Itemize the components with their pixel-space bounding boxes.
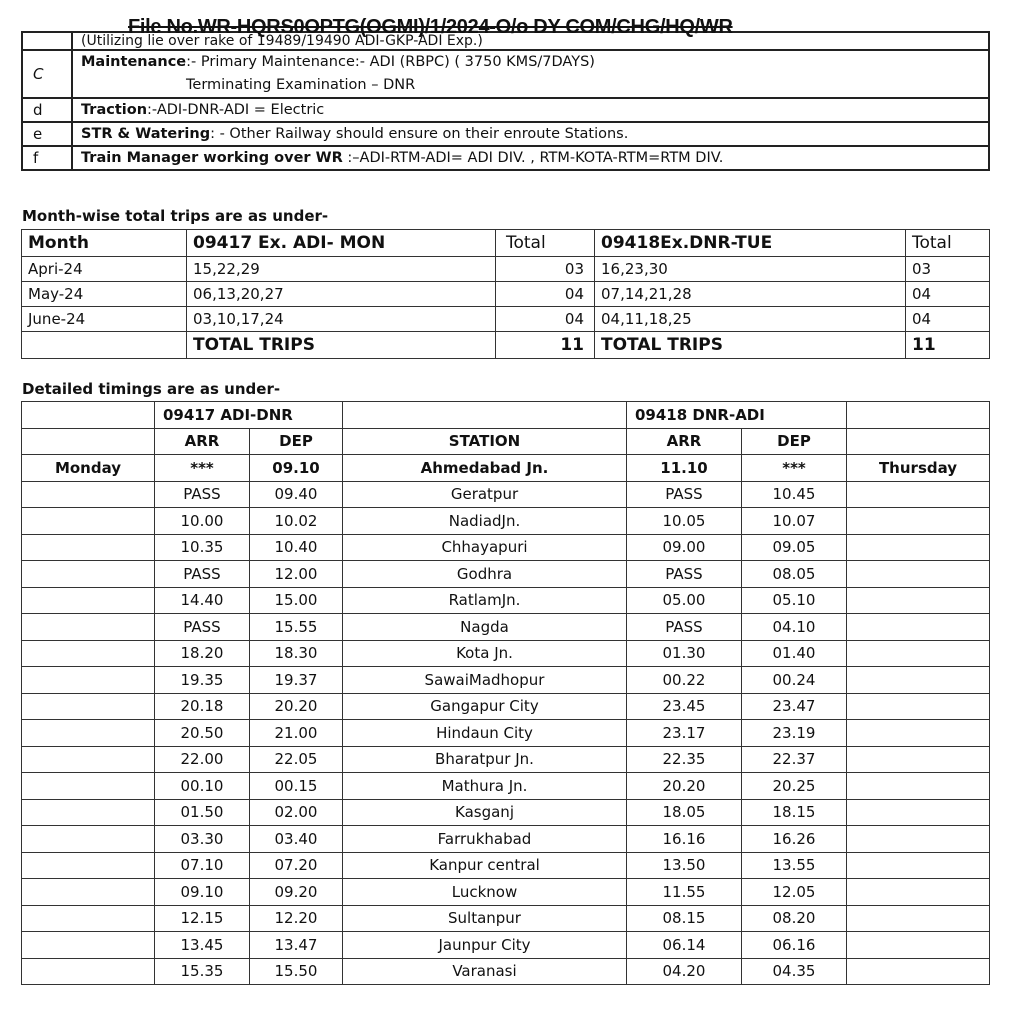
month-row [22, 257, 990, 282]
timing-row [22, 508, 990, 535]
total-label-up: TOTAL TRIPS [187, 332, 496, 359]
arr-up: 18.20 [155, 640, 250, 667]
arr-up: 09.10 [155, 879, 250, 906]
arr-up: 20.18 [155, 693, 250, 720]
dates-down-cell: 04,11,18,25 [595, 307, 906, 332]
arr-down: 20.20 [627, 773, 742, 800]
dep-down: 04.35 [742, 958, 847, 985]
dep-down: 18.15 [742, 799, 847, 826]
dep-up: 09.40 [250, 481, 343, 508]
dep-up: 21.00 [250, 720, 343, 747]
dep-up: 13.47 [250, 932, 343, 959]
month-wise-heading: Month-wise total trips are as under- [22, 207, 329, 225]
header-month: Month [22, 230, 187, 257]
timing-row [22, 746, 990, 773]
dep-down: 10.07 [742, 508, 847, 535]
arr-down: 11.55 [627, 879, 742, 906]
arr-down: 13.50 [627, 852, 742, 879]
station-name: Gangapur City [343, 693, 627, 720]
timing-train-header [22, 402, 990, 429]
dep-up: 12.00 [250, 561, 343, 588]
timing-row [22, 640, 990, 667]
month-row [22, 307, 990, 332]
station-name: Kota Jn. [343, 640, 627, 667]
dep-down: 20.25 [742, 773, 847, 800]
header-dep-down: DEP [742, 428, 847, 455]
timing-row [22, 534, 990, 561]
info-letter [22, 32, 72, 50]
day-up: Monday [22, 455, 155, 482]
arr-up: *** [155, 455, 250, 482]
arr-up: PASS [155, 614, 250, 641]
station-name: Bharatpur Jn. [343, 746, 627, 773]
month-table-header [22, 230, 990, 257]
arr-up: 10.35 [155, 534, 250, 561]
header-train-up: 09417 Ex. ADI- MON [187, 230, 496, 257]
month-cell: Apri-24 [22, 257, 187, 282]
arr-down: 22.35 [627, 746, 742, 773]
month-cell: May-24 [22, 282, 187, 307]
arr-down: 01.30 [627, 640, 742, 667]
dates-up-cell: 06,13,20,27 [187, 282, 496, 307]
dep-up: 15.55 [250, 614, 343, 641]
month-wise-trips-table [21, 229, 990, 359]
dates-up-cell: 15,22,29 [187, 257, 496, 282]
station-name: Hindaun City [343, 720, 627, 747]
station-name: Geratpur [343, 481, 627, 508]
arr-up: 07.10 [155, 852, 250, 879]
arr-up: 12.15 [155, 905, 250, 932]
station-name: Kasganj [343, 799, 627, 826]
station-name: Farrukhabad [343, 826, 627, 853]
dep-down: 00.24 [742, 667, 847, 694]
arr-down: 18.05 [627, 799, 742, 826]
arr-up: 00.10 [155, 773, 250, 800]
train-up-label: 09417 ADI-DNR [155, 402, 343, 429]
station-name: Godhra [343, 561, 627, 588]
arr-up: 10.00 [155, 508, 250, 535]
dep-up: 15.00 [250, 587, 343, 614]
arr-down: 11.10 [627, 455, 742, 482]
station-name: Lucknow [343, 879, 627, 906]
arr-down: 08.15 [627, 905, 742, 932]
info-letter: e [22, 122, 72, 146]
info-letter: f [22, 146, 72, 170]
dep-down: 23.19 [742, 720, 847, 747]
header-total-down: Total [906, 230, 990, 257]
station-name: NadiadJn. [343, 508, 627, 535]
info-row-traction [22, 98, 989, 122]
train-info-table [21, 31, 990, 171]
timing-row [22, 905, 990, 932]
train-down-label: 09418 DNR-ADI [627, 402, 847, 429]
arr-up: PASS [155, 561, 250, 588]
dep-down: 06.16 [742, 932, 847, 959]
dep-down: 08.20 [742, 905, 847, 932]
total-up-cell: 04 [496, 282, 595, 307]
total-label-down: TOTAL TRIPS [595, 332, 906, 359]
info-text: :- Primary Maintenance:- ADI (RBPC) ( 3750 KMS/7DAYS) [186, 54, 595, 70]
dates-up-cell: 03,10,17,24 [187, 307, 496, 332]
timing-row [22, 799, 990, 826]
dep-down: 01.40 [742, 640, 847, 667]
total-up-cell: 03 [496, 257, 595, 282]
timing-row [22, 879, 990, 906]
info-label: Traction [81, 102, 148, 118]
arr-down: 06.14 [627, 932, 742, 959]
dep-up: 10.02 [250, 508, 343, 535]
dep-up: 09.10 [250, 455, 343, 482]
header-arr-up: ARR [155, 428, 250, 455]
dates-down-cell: 07,14,21,28 [595, 282, 906, 307]
info-row-maintenance [22, 50, 989, 98]
info-row-train-manager [22, 146, 989, 170]
arr-down: 16.16 [627, 826, 742, 853]
station-name: Sultanpur [343, 905, 627, 932]
dep-up: 12.20 [250, 905, 343, 932]
month-total-row [22, 332, 990, 359]
info-label: Train Manager working over WR [81, 150, 343, 166]
arr-down: 04.20 [627, 958, 742, 985]
day-down: Thursday [847, 455, 990, 482]
arr-up: 03.30 [155, 826, 250, 853]
dep-down: 16.26 [742, 826, 847, 853]
header-train-down: 09418Ex.DNR-TUE [595, 230, 906, 257]
station-name: Nagda [343, 614, 627, 641]
dep-down: 08.05 [742, 561, 847, 588]
timing-row [22, 587, 990, 614]
dep-down: 04.10 [742, 614, 847, 641]
timing-column-header [22, 428, 990, 455]
arr-down: 10.05 [627, 508, 742, 535]
dep-up: 00.15 [250, 773, 343, 800]
dep-up: 19.37 [250, 667, 343, 694]
arr-up: 13.45 [155, 932, 250, 959]
arr-up: 19.35 [155, 667, 250, 694]
dep-down: 13.55 [742, 852, 847, 879]
timing-row [22, 693, 990, 720]
timing-row [22, 614, 990, 641]
station-name: Jaunpur City [343, 932, 627, 959]
arr-down: 09.00 [627, 534, 742, 561]
info-text: : - Other Railway should ensure on their enroute Stations. [210, 126, 629, 142]
info-label: STR & Watering [81, 126, 211, 142]
timing-row [22, 826, 990, 853]
timing-row [22, 561, 990, 588]
dep-down: *** [742, 455, 847, 482]
arr-down: PASS [627, 561, 742, 588]
station-name: Kanpur central [343, 852, 627, 879]
arr-up: 01.50 [155, 799, 250, 826]
dep-up: 02.00 [250, 799, 343, 826]
arr-down: 00.22 [627, 667, 742, 694]
info-label: Maintenance [81, 54, 187, 70]
info-row-watering [22, 122, 989, 146]
dep-up: 03.40 [250, 826, 343, 853]
header-station: STATION [343, 428, 627, 455]
total-down-cell: 04 [906, 282, 990, 307]
station-name: SawaiMadhopur [343, 667, 627, 694]
header-arr-down: ARR [627, 428, 742, 455]
dep-down: 22.37 [742, 746, 847, 773]
timing-row [22, 852, 990, 879]
total-blank [22, 332, 187, 359]
dep-up: 20.20 [250, 693, 343, 720]
station-name: Varanasi [343, 958, 627, 985]
total-value-down: 11 [906, 332, 990, 359]
total-down-cell: 04 [906, 307, 990, 332]
arr-up: 14.40 [155, 587, 250, 614]
total-down-cell: 03 [906, 257, 990, 282]
total-up-cell: 04 [496, 307, 595, 332]
arr-down: 05.00 [627, 587, 742, 614]
dep-up: 22.05 [250, 746, 343, 773]
detailed-timings-table [21, 401, 990, 985]
arr-up: 20.50 [155, 720, 250, 747]
timing-row [22, 720, 990, 747]
dep-up: 18.30 [250, 640, 343, 667]
dep-down: 09.05 [742, 534, 847, 561]
dep-down: 10.45 [742, 481, 847, 508]
month-row [22, 282, 990, 307]
arr-up: 15.35 [155, 958, 250, 985]
header-total-up: Total [496, 230, 595, 257]
arr-down: 23.17 [627, 720, 742, 747]
timing-row-origin [22, 455, 990, 482]
info-text: (Utilizing lie over rake of 19489/19490 ADI-GKP-ADI Exp.) [72, 32, 989, 50]
dep-up: 15.50 [250, 958, 343, 985]
dates-down-cell: 16,23,30 [595, 257, 906, 282]
info-letter: d [22, 98, 72, 122]
dep-up: 07.20 [250, 852, 343, 879]
arr-down: 23.45 [627, 693, 742, 720]
dep-up: 09.20 [250, 879, 343, 906]
info-text: :-ADI-DNR-ADI = Electric [147, 102, 325, 118]
timing-row [22, 481, 990, 508]
arr-up: 22.00 [155, 746, 250, 773]
timing-row [22, 773, 990, 800]
file-number-title: File No.WR-HQRS0OPTG(OGMI)/1/2024-O/o DY COM/CHG/HQ/WR [128, 16, 733, 38]
timing-row [22, 958, 990, 985]
station-name: RatlamJn. [343, 587, 627, 614]
month-cell: June-24 [22, 307, 187, 332]
dep-up: 10.40 [250, 534, 343, 561]
arr-up: PASS [155, 481, 250, 508]
detailed-timings-heading: Detailed timings are as under- [22, 380, 281, 398]
total-value-up: 11 [496, 332, 595, 359]
station-name: Ahmedabad Jn. [343, 455, 627, 482]
dep-down: 12.05 [742, 879, 847, 906]
arr-down: PASS [627, 481, 742, 508]
arr-down: PASS [627, 614, 742, 641]
info-text: :–ADI-RTM-ADI= ADI DIV. , RTM-KOTA-RTM=RTM DIV. [342, 150, 724, 166]
timing-row [22, 667, 990, 694]
station-name: Mathura Jn. [343, 773, 627, 800]
dep-down: 05.10 [742, 587, 847, 614]
station-name: Chhayapuri [343, 534, 627, 561]
info-letter: C [22, 50, 72, 98]
header-dep-up: DEP [250, 428, 343, 455]
timing-row [22, 932, 990, 959]
info-text-line2: Terminating Examination – DNR [186, 77, 416, 93]
dep-down: 23.47 [742, 693, 847, 720]
